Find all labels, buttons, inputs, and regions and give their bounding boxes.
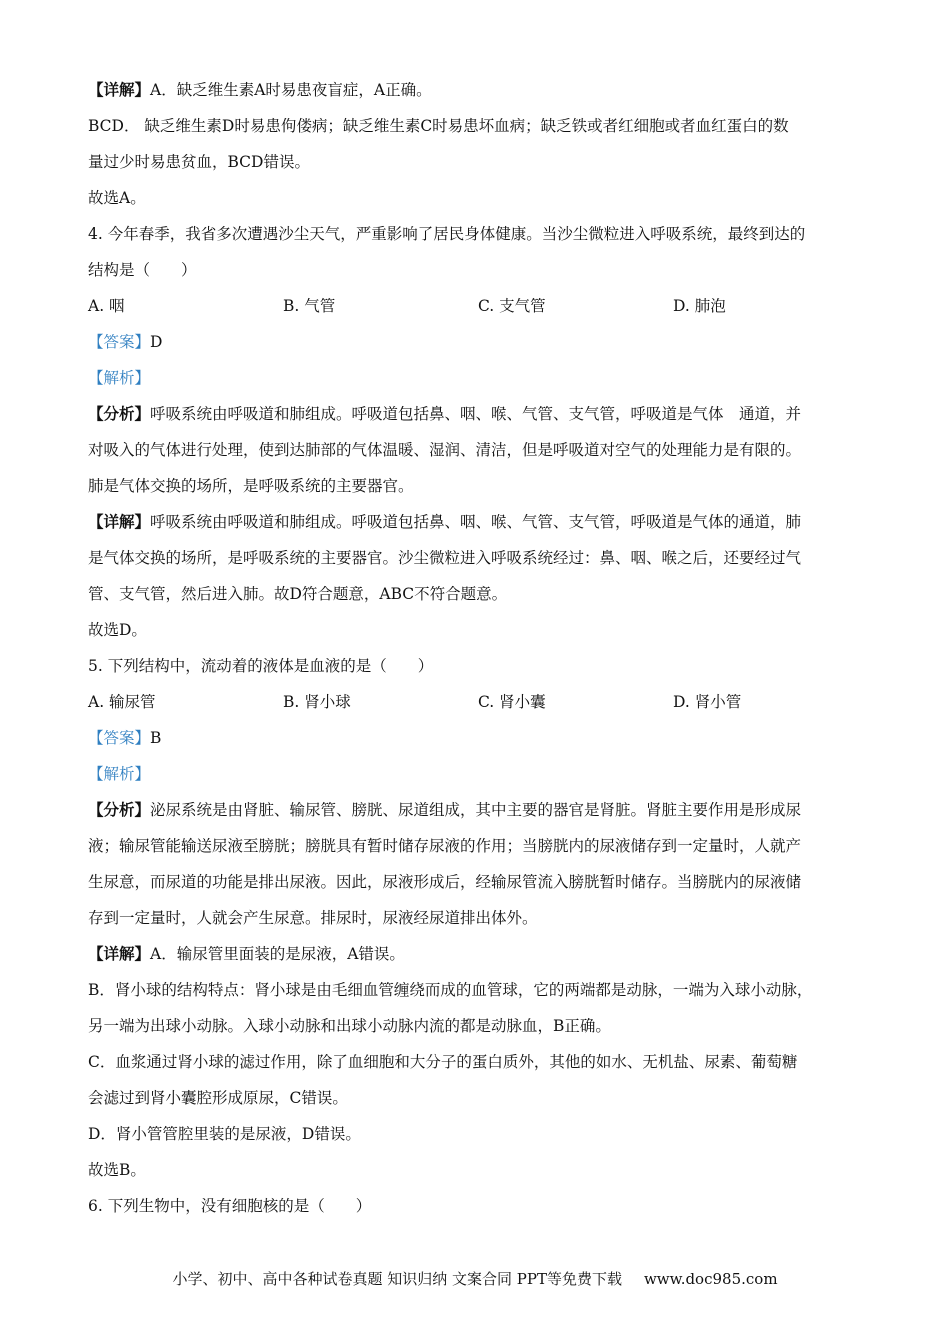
q4-choose: 故选D。 xyxy=(88,621,147,639)
q3-choose: 故选A。 xyxy=(88,189,146,207)
analysis-label: 【分析】 xyxy=(88,404,151,423)
q4-detail-line1: 【详解】呼吸系统由呼吸道和肺组成。呼吸道包括鼻、咽、喉、气管、支气管，呼吸道是气体的通道，肺 xyxy=(88,512,802,531)
q4-detail-line2: 是气体交换的场所，是呼吸系统的主要器官。沙尘微粒进入呼吸系统经过：鼻、咽、喉之后，还要经过气 xyxy=(88,549,802,567)
q5-analysis-line1: 【分析】泌尿系统是由肾脏、输尿管、膀胱、尿道组成，其中主要的器官是肾脏。肾脏主要作用是形成尿 xyxy=(88,800,802,819)
q4-stem-line1: 4. 今年春季，我省多次遭遇沙尘天气，严重影响了居民身体健康。当沙尘微粒进入呼吸系统，最终到达的 xyxy=(88,225,806,243)
answer-value: D xyxy=(150,333,163,351)
footer-text: 小学、初中、高中各种试卷真题 知识归纳 文案合同 PPT等免费下载 xyxy=(172,1270,622,1288)
answer-value: B xyxy=(150,729,162,747)
q4-analysis-line1: 【分析】呼吸系统由呼吸道和肺组成。呼吸道包括鼻、咽、喉、气管、支气管，呼吸道是气体 通道，并 xyxy=(88,404,802,423)
q4-analysis-line3: 肺是气体交换的场所，是呼吸系统的主要器官。 xyxy=(88,477,414,495)
q4-analysis-line2: 对吸入的气体进行处理，使到达肺部的气体温暖、湿润、清洁，但是呼吸道对空气的处理能力是有限的。 xyxy=(88,441,802,459)
q4-option-a: A. 咽 xyxy=(88,297,125,315)
q4-option-c: C. 支气管 xyxy=(478,297,546,315)
answer-tag: 【答案】 xyxy=(88,333,151,351)
q5-analysis-line4: 存到一定量时，人就会产生尿意。排尿时，尿液经尿道排出体外。 xyxy=(88,909,538,927)
q4-option-d: D. 肺泡 xyxy=(673,297,726,315)
q5-option-b: B. 肾小球 xyxy=(283,693,351,711)
answer-tag: 【答案】 xyxy=(88,729,151,747)
q5-choose: 故选B。 xyxy=(88,1161,146,1179)
q4-option-b: B. 气管 xyxy=(283,297,336,315)
document-body xyxy=(88,72,868,1224)
q5-stem: 5. 下列结构中，流动着的液体是血液的是（ ） xyxy=(88,657,434,675)
q5-option-d: D. 肾小管 xyxy=(673,693,742,711)
q5-option-a: A. 输尿管 xyxy=(88,693,156,711)
q3-detail-bcd-line2: 量过少时易患贫血，BCD错误。 xyxy=(88,153,310,171)
q6-stem: 6. 下列生物中，没有细胞核的是（ ） xyxy=(88,1197,372,1215)
q5-detail-c-line2: 会滤过到肾小囊腔形成原尿，C错误。 xyxy=(88,1089,348,1107)
page-footer xyxy=(0,1268,950,1289)
q5-answer xyxy=(88,720,868,756)
q5-analysis-line2: 液；输尿管能输送尿液至膀胱；膀胱具有暂时储存尿液的作用；当膀胱内的尿液储存到一定量时，人就产 xyxy=(88,837,802,855)
q4-detail-line3: 管、支气管，然后进入肺。故D符合题意，ABC不符合题意。 xyxy=(88,585,508,603)
q3-detail-a: 【详解】A．缺乏维生素A时易患夜盲症，A正确。 xyxy=(88,80,432,99)
q5-detail-b-line2: 另一端为出球小动脉。入球小动脉和出球小动脉内流的都是动脉血，B正确。 xyxy=(88,1017,611,1035)
q5-analysis-tag: 【解析】 xyxy=(88,765,151,783)
detail-label: 【详解】 xyxy=(88,512,151,531)
detail-tag: 【详解】 xyxy=(88,80,151,99)
detail-label: 【详解】 xyxy=(88,944,151,963)
q4-options xyxy=(88,288,868,324)
q5-detail-a: 【详解】A．输尿管里面装的是尿液，A错误。 xyxy=(88,944,405,963)
q4-stem-line2: 结构是（ ） xyxy=(88,261,197,279)
q4-answer xyxy=(88,324,868,360)
q5-options xyxy=(88,684,868,720)
q5-analysis-line3: 生尿意，而尿道的功能是排出尿液。因此，尿液形成后，经输尿管流入膀胱暂时储存。当膀胱内的尿液储 xyxy=(88,873,802,891)
q5-detail-b-line1: B．肾小球的结构特点：肾小球是由毛细血管缠绕而成的血管球，它的两端都是动脉，一端为入球小动脉， xyxy=(88,981,813,999)
q3-detail-bcd-line1: BCD． 缺乏维生素D时易患佝偻病；缺乏维生素C时易患坏血病；缺乏铁或者红细胞或者血红蛋白的数 xyxy=(88,117,789,135)
footer-url[interactable]: www.doc985.com xyxy=(643,1270,778,1288)
q5-detail-c-line1: C．血浆通过肾小球的滤过作用，除了血细胞和大分子的蛋白质外，其他的如水、无机盐、尿素、葡萄糖 xyxy=(88,1053,798,1071)
q4-analysis-tag: 【解析】 xyxy=(88,369,151,387)
q5-option-c: C. 肾小囊 xyxy=(478,693,546,711)
analysis-label: 【分析】 xyxy=(88,800,151,819)
q5-detail-d: D．肾小管管腔里装的是尿液，D错误。 xyxy=(88,1125,361,1143)
